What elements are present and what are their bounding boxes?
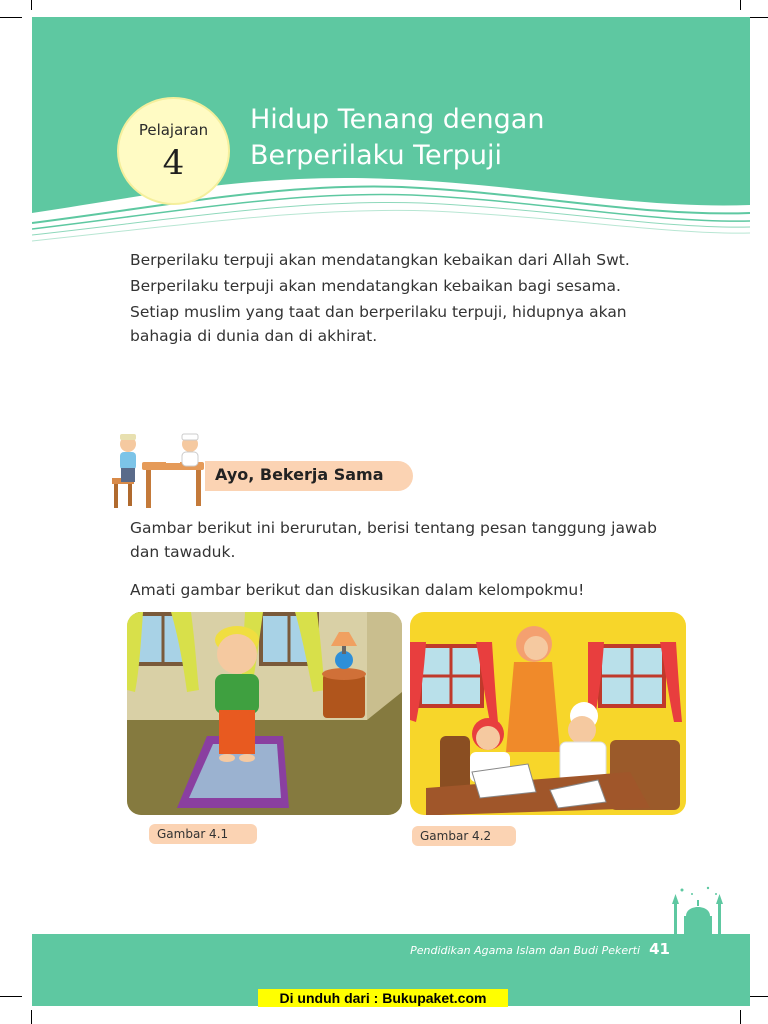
crop-mark — [748, 996, 768, 997]
lesson-number: 4 — [162, 143, 185, 183]
intro-paragraph: Berperilaku terpuji akan mendatangkan kebaikan bagi sesama. — [130, 277, 621, 295]
mosque-icon — [668, 884, 728, 936]
crop-mark — [0, 996, 22, 997]
figure-caption: Gambar 4.2 — [412, 826, 516, 846]
figure-caption: Gambar 4.1 — [149, 824, 257, 844]
intro-text — [130, 248, 650, 350]
page-number: 41 — [649, 940, 670, 958]
task-paragraph: Gambar berikut ini berurutan, berisi tentang pesan tanggung jawab dan tawaduk. — [130, 519, 657, 561]
task-text — [130, 516, 690, 616]
crop-mark — [748, 17, 768, 18]
figure-family-studying — [410, 612, 686, 815]
chapter-title-line: Berperilaku Terpuji — [250, 140, 503, 171]
kids-studying-icon — [108, 430, 210, 512]
task-paragraph: Amati gambar berikut dan diskusikan dalam kelompokmu! — [130, 581, 585, 599]
crop-mark — [0, 17, 22, 18]
figure-boy-praying — [127, 612, 402, 815]
crop-mark — [31, 0, 32, 10]
section-title: Ayo, Bekerja Sama — [215, 465, 384, 484]
crop-mark — [31, 1010, 32, 1024]
lesson-badge — [117, 97, 230, 205]
crop-mark — [740, 0, 741, 10]
crop-mark — [740, 1010, 741, 1024]
download-source-note: Di unduh dari : Bukupaket.com — [258, 989, 508, 1007]
chapter-title-line: Hidup Tenang dengan — [250, 104, 545, 135]
chapter-title — [250, 102, 690, 174]
section-badge — [205, 461, 413, 491]
lesson-label: Pelajaran — [138, 121, 209, 139]
intro-paragraph: Setiap muslim yang taat dan berperilaku terpuji, hidupnya akan bahagia di dunia dan di akhirat. — [130, 303, 627, 345]
footer-book-title: Pendidikan Agama Islam dan Budi Pekerti — [410, 944, 640, 957]
intro-paragraph: Berperilaku terpuji akan mendatangkan kebaikan dari Allah Swt. — [130, 251, 630, 269]
